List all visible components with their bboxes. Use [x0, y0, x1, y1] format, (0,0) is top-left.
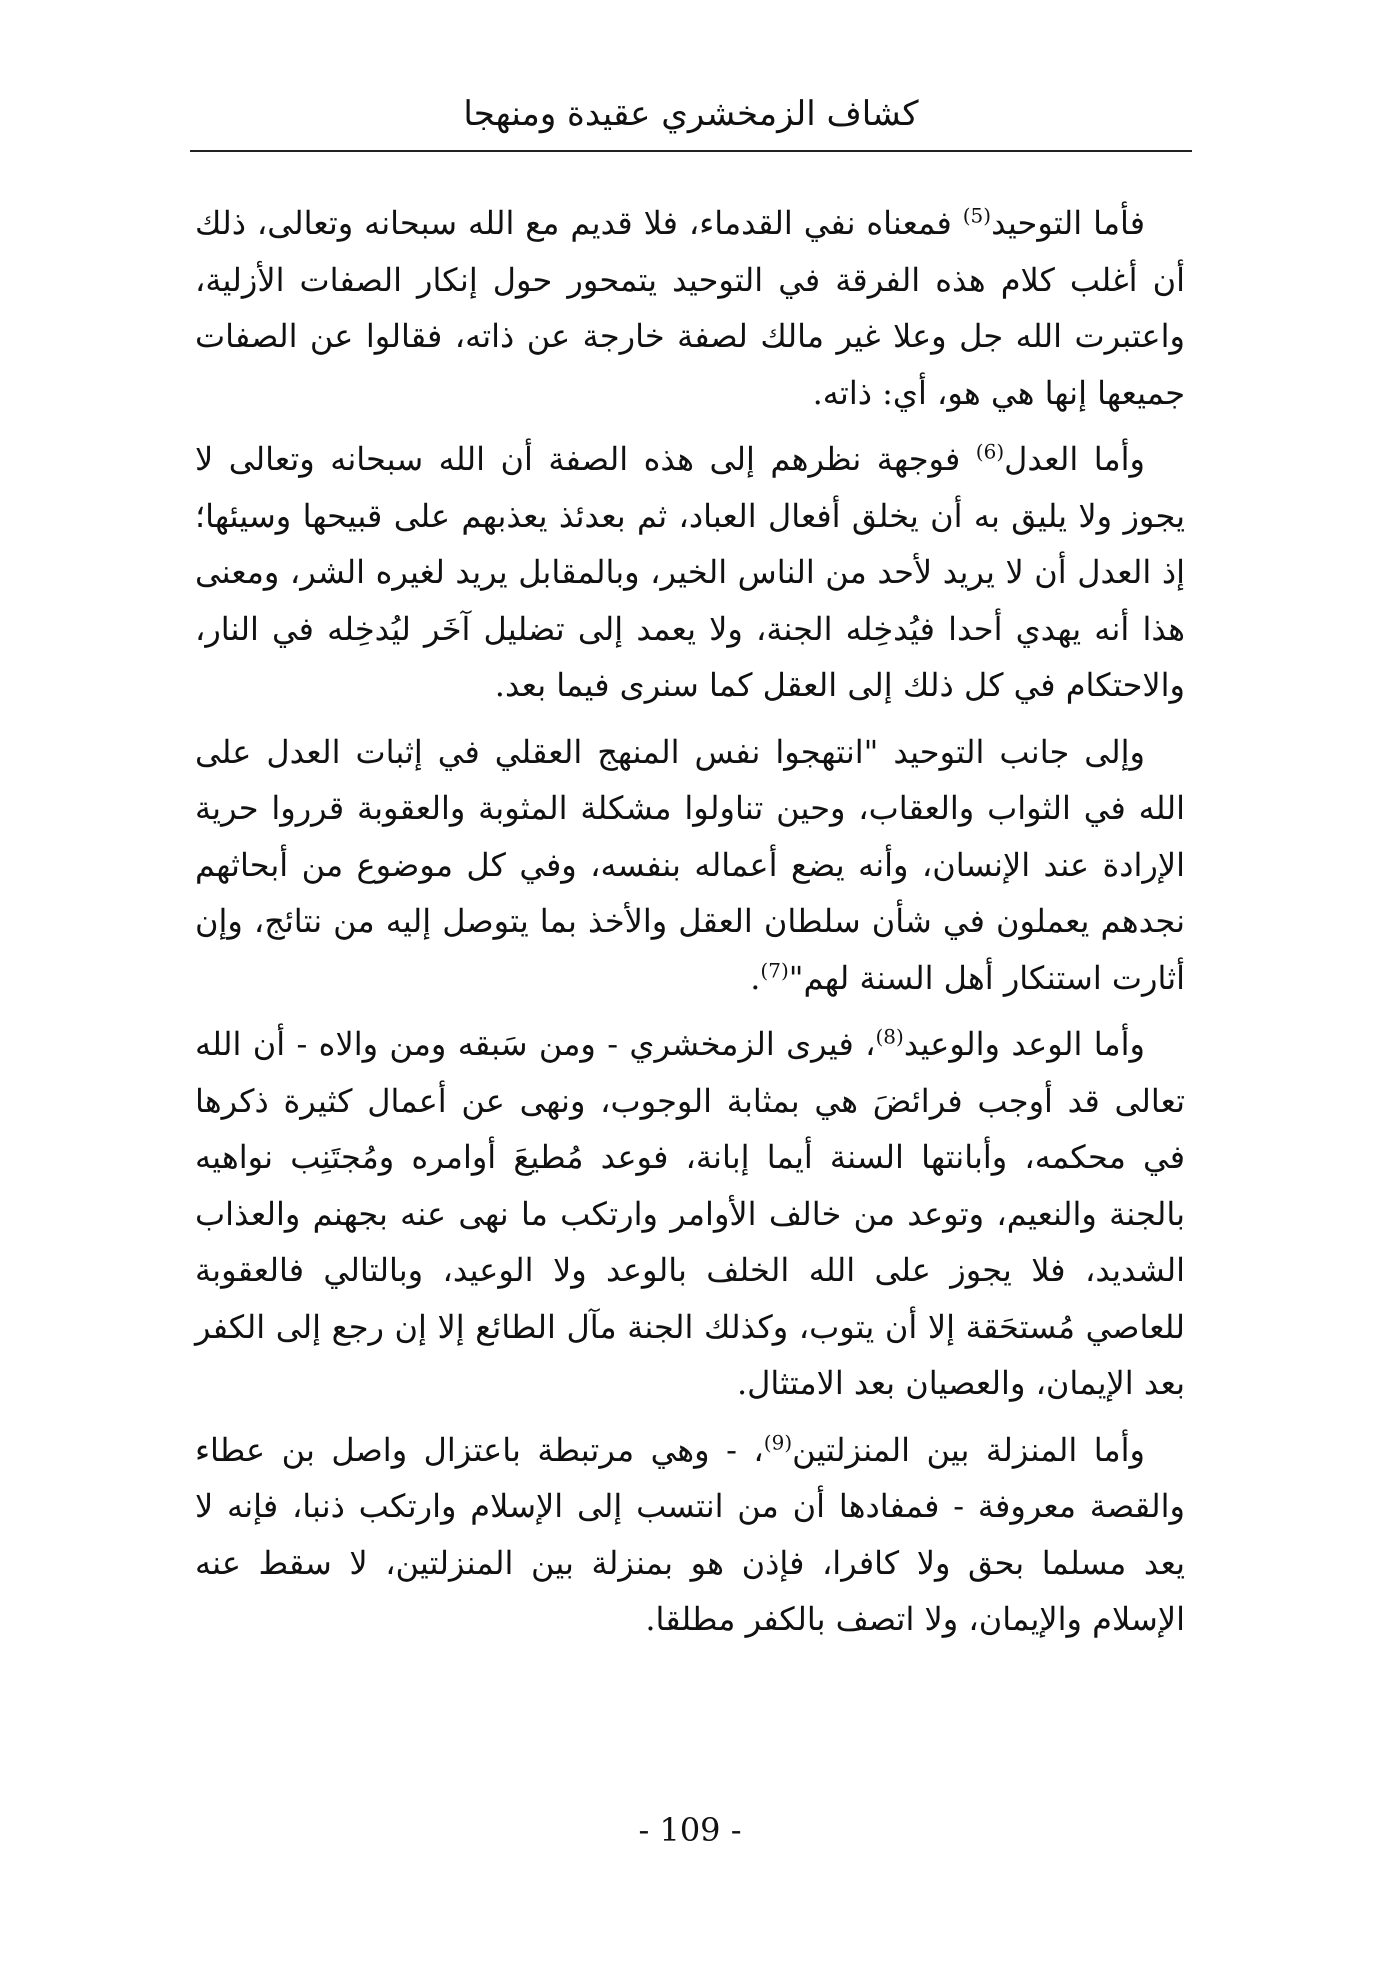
paragraph-promise-threat — [195, 1016, 1185, 1412]
footnote-ref[interactable]: (6) — [975, 439, 1005, 464]
paragraph-text: فمعناه نفي القدماء، فلا قديم مع الله سبحانه وتعالى، ذلك أن أغلب كلام هذه الفرقة في التوحيد يتمحور حول إنكار الصفات الأزلية، واعتبرت الله جل وعلا غير مالك لصفة خارجة عن ذاته، فقالوا عن الصفات جميعها إنها هي هو، أي: ذاته. — [195, 204, 1185, 412]
running-header: كشاف الزمخشري عقيدة ومنهجا — [463, 94, 919, 134]
footnote-ref[interactable]: (8) — [875, 1024, 904, 1049]
paragraph-text: . — [750, 958, 761, 997]
header-rule — [190, 150, 1192, 152]
paragraph-lead: وإلى جانب التوحيد "انتهجوا نفس المنهج العقلي في إثبات العدل على الله في الثواب والعقاب، وحين تناولوا مشكلة المثوبة والعقوبة قرروا حرية الإرادة عند الإنسان، وأنه يضع أعماله بنفسه، وفي كل موضوع من أبحاثهم نجدهم يعملون في شأن سلطان العقل والأخذ بما يتوصل إليه من نتائج، وإن أثارت استنكار أهل السنة لهم" — [195, 732, 1186, 997]
paragraph-lead: وأما الوعد والوعيد — [903, 1025, 1146, 1063]
paragraph-lead: وأما العدل — [1004, 440, 1146, 478]
paragraph-text: فوجهة نظرهم إلى هذه الصفة أن الله سبحانه وتعالى لا يجوز ولا يليق به أن يخلق أفعال العباد، ثم بعدئذ يعذبهم على قبيحها وسيئها؛ إذ العدل أن لا يريد لأحد من الناس الخير، وبالمقابل يريد لغيره الشر، ومعنى هذا أنه يهدي أحدا فيُدخِله الجنة، ولا يعمد إلى تضليل آخَر ليُدخِله في النار، والاحتكام في كل ذلك إلى العقل كما سنرى فيما بعد. — [195, 440, 1186, 704]
paragraph-adl — [195, 431, 1185, 714]
page-number: - 109 - — [638, 1811, 742, 1849]
paragraph-tawhid — [195, 195, 1185, 421]
body-text — [195, 195, 1185, 1658]
footnote-ref[interactable]: (9) — [763, 1429, 793, 1454]
paragraph-intermediate-position — [195, 1422, 1185, 1648]
paragraph-lead: وأما المنزلة بين المنزلتين — [792, 1430, 1146, 1469]
paragraph-method — [195, 724, 1185, 1007]
paragraph-text: ، - وهي مرتبطة باعتزال واصل بن عطاء والقصة معروفة - فمفادها أن من انتسب إلى الإسلام وارتكب ذنبا، فإنه لا يعد مسلما بحق ولا كافرا، فإذن هو بمنزلة بين المنزلتين، لا سقط عنه الإسلام والإيمان، ولا اتصف بالكفر مطلقا. — [195, 1430, 1185, 1638]
footnote-ref[interactable]: (7) — [760, 957, 789, 982]
paragraph-text: ، فيرى الزمخشري - ومن سَبقه ومن والاه - أن الله تعالى قد أوجب فرائضَ هي بمثابة الوجوب، ونهى عن أعمال كثيرة ذكرها في محكمه، وأبانتها السنة أيما إبانة، فوعد مُطيعَ أوامره ومُجتَنِب نواهيه بالجنة والنعيم، وتوعد من خالف الأوامر وارتكب ما نهى عنه بجهنم والعذاب الشديد، فلا يجوز على الله الخلف بالوعد ولا الوعيد، وبالتالي فالعقوبة للعاصي مُستحَقة إلا أن يتوب، وكذلك الجنة مآل الطائع إلا إن رجع إلى الكفر بعد الإيمان، والعصيان بعد الامتثال. — [195, 1025, 1186, 1402]
paragraph-lead: فأما التوحيد — [991, 204, 1146, 242]
footnote-ref[interactable]: (5) — [962, 203, 992, 228]
